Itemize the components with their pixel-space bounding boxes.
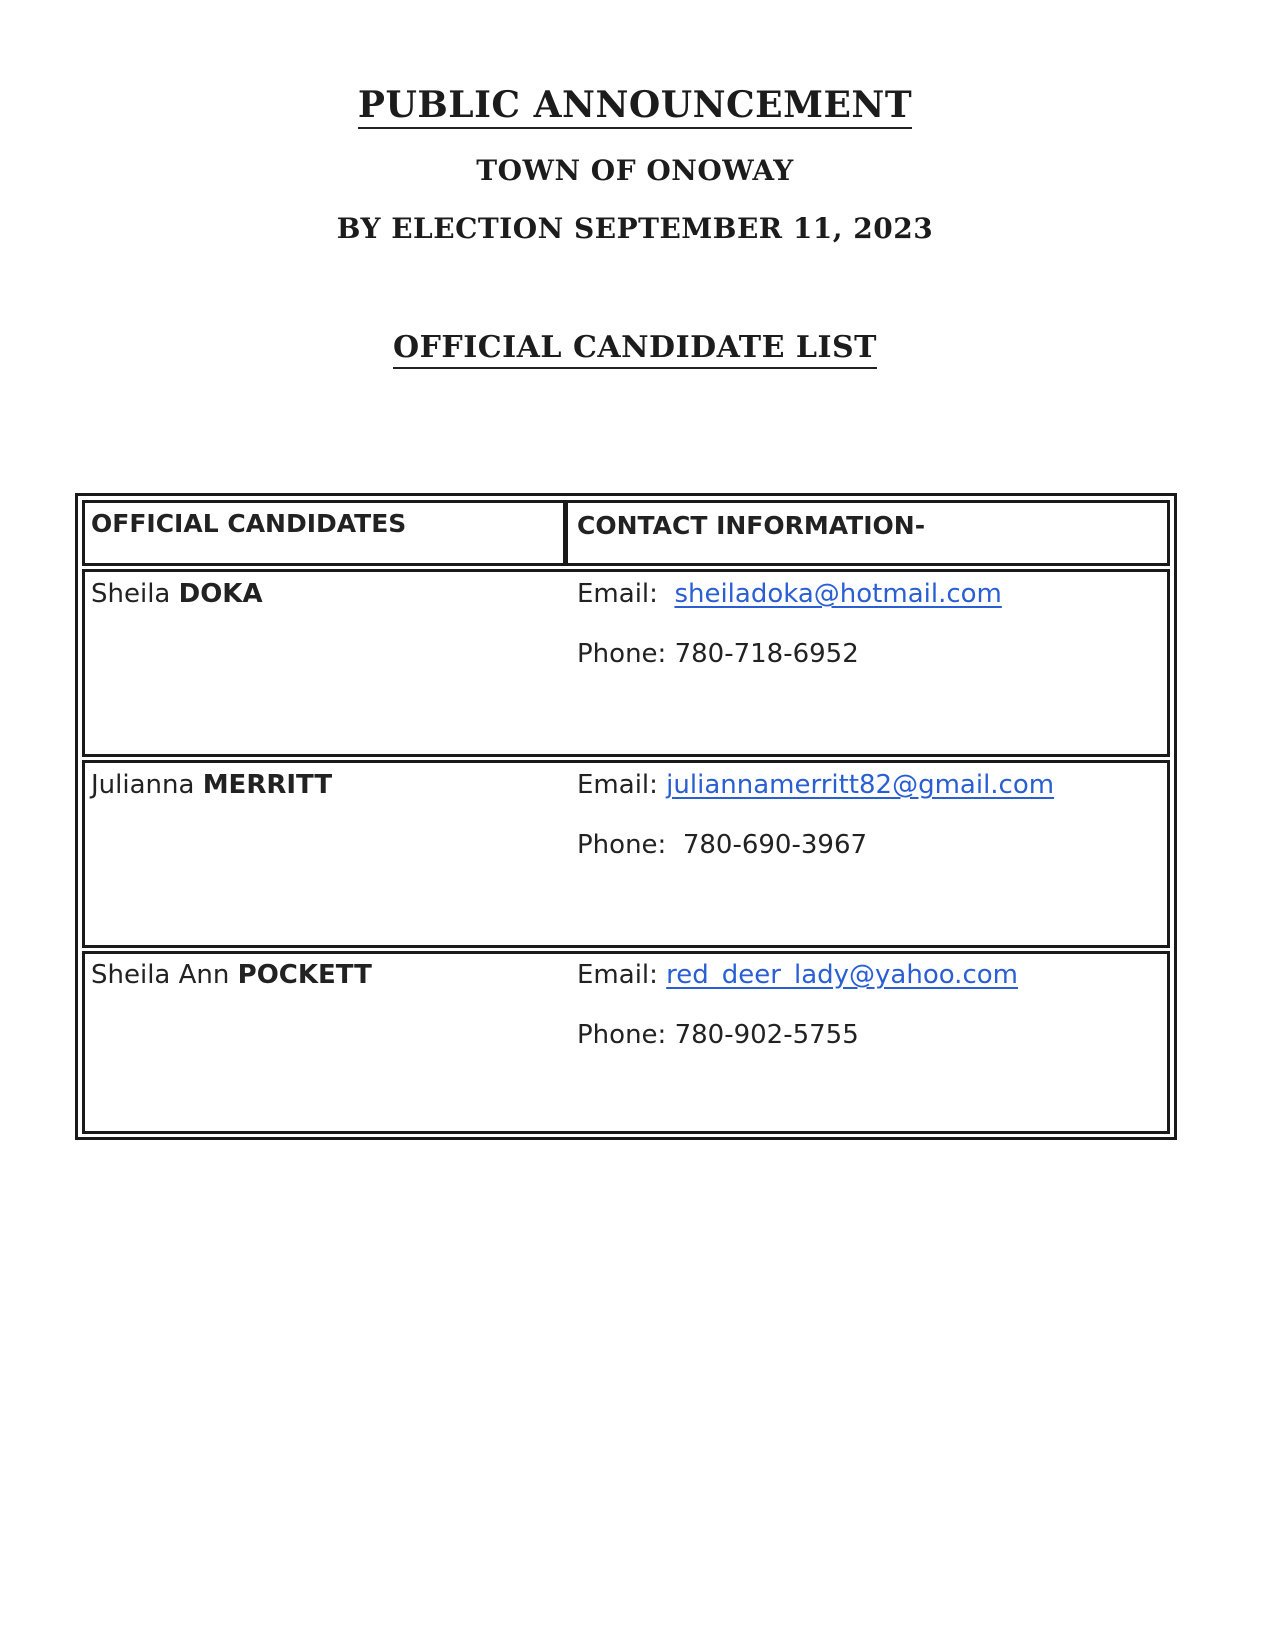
phone-label: Phone: [577,830,667,860]
election-date [0,212,1270,245]
town-name [0,154,1270,187]
election-date-text: BY ELECTION SEPTEMBER 11, 2023 [336,212,934,245]
candidate-name [91,959,372,991]
candidate-phone [577,1019,859,1051]
email-label: Email: [577,960,658,990]
list-title-text: OFFICIAL CANDIDATE LIST [393,330,877,369]
email-label: Email: [577,579,658,609]
column-header-candidates: OFFICIAL CANDIDATES [91,509,407,538]
candidate-first-name: Sheila [91,579,171,609]
candidate-phone [577,638,859,670]
candidate-name [91,769,332,801]
candidate-table [75,493,1177,1140]
page-title [0,84,1270,129]
candidate-phone [577,829,867,861]
candidate-first-name: Sheila Ann [91,960,230,990]
phone-number: 780-902-5755 [674,1020,859,1050]
candidate-first-name: Julianna [91,770,195,800]
town-name-text: TOWN OF ONOWAY [476,154,794,187]
phone-number: 780-690-3967 [682,830,868,860]
candidate-last-name: POCKETT [237,960,372,990]
phone-label: Phone: [577,639,667,669]
candidate-last-name: DOKA [178,579,263,609]
page-title-text: PUBLIC ANNOUNCEMENT [358,85,912,129]
list-title [0,330,1270,369]
phone-number: 780-718-6952 [674,639,859,669]
column-header-contact: CONTACT INFORMATION- [577,511,926,540]
candidate-email [577,959,1018,991]
email-link[interactable]: red_deer_lady@yahoo.com [666,960,1018,990]
email-link[interactable]: juliannamerritt82@gmail.com [666,770,1055,800]
phone-label: Phone: [577,1020,667,1050]
candidate-email [577,578,1002,610]
candidate-email [577,769,1054,801]
email-label: Email: [577,770,658,800]
candidate-name [91,578,263,610]
email-link[interactable]: sheiladoka@hotmail.com [674,579,1002,609]
candidate-last-name: MERRITT [202,770,333,800]
